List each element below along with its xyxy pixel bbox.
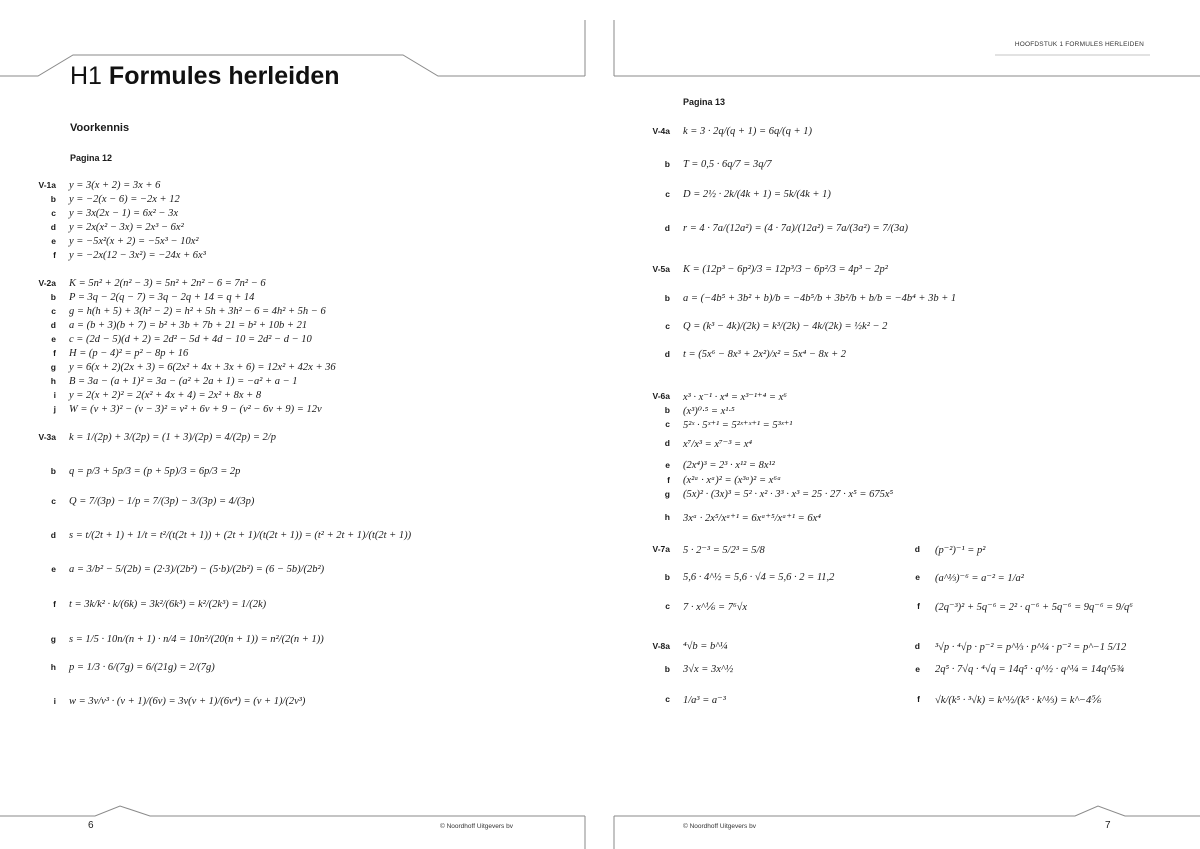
exercise-equation: 7 · x^⅙ = 7⁶√x — [683, 602, 748, 613]
exercise-equation: q = p/3 + 5p/3 = (p + 5p)/3 = 6p/3 = 2p — [69, 466, 241, 477]
exercise-label: c — [51, 496, 56, 506]
exercise-equation: (5x)² · (3x)³ = 5² · x² · 3³ · x³ = 25 · 27 · x⁵ = 675x⁵ — [683, 489, 894, 500]
exercise-equation: p = 1/3 · 6/(7g) = 6/(21g) = 2/(7g) — [69, 662, 215, 673]
exercise-label: V-2a — [38, 278, 56, 288]
exercise-equation: a = 3/b² − 5/(2b) = (2·3)/(2b²) − (5·b)/(2b²) = (6 − 5b)/(2b²) — [69, 564, 325, 575]
page-number: 6 — [88, 820, 94, 831]
exercise-label: c — [51, 208, 56, 218]
pagina-label: Pagina 12 — [70, 153, 113, 163]
exercise-label: c — [665, 419, 670, 429]
exercise-equation: s = 1/5 · 10n/(n + 1) · n/4 = 10n²/(20(n + 1)) = n²/(2(n + 1)) — [69, 634, 324, 645]
chapter-title — [70, 62, 340, 91]
exercise-equation: (a^⅓)⁻⁶ = a⁻² = 1/a² — [935, 573, 1024, 584]
copyright: © Noordhoff Uitgevers bv — [440, 823, 513, 830]
exercise-label: f — [917, 694, 920, 704]
exercise-equation: y = 3(x + 2) = 3x + 6 — [69, 180, 161, 191]
exercise-equation: w = 3v/v³ · (v + 1)/(6v) = 3v(v + 1)/(6v⁴) = (v + 1)/(2v³) — [69, 696, 306, 707]
exercise-equation: x⁷/x³ = x⁷⁻³ = x⁴ — [683, 439, 753, 450]
exercise-equation: t = (5x⁶ − 8x³ + 2x²)/x² = 5x⁴ − 8x + 2 — [683, 349, 847, 360]
exercise-label: c — [665, 321, 670, 331]
exercise-equation: y = 6(x + 2)(2x + 3) = 6(2x² + 4x + 3x + 6) = 12x² + 42x + 36 — [69, 362, 336, 373]
page-number: 7 — [1105, 820, 1111, 831]
exercise-label: f — [667, 475, 670, 485]
chapter-title-text: Formules herleiden — [108, 62, 340, 90]
exercise-equation: Q = (k³ − 4k)/(2k) = k³/(2k) − 4k/(2k) = ½k² − 2 — [683, 321, 888, 332]
right-page — [600, 0, 1200, 849]
exercise-equation: D = 2½ · 2k/(4k + 1) = 5k/(4k + 1) — [683, 189, 831, 200]
exercise-equation: y = 2x(x² − 3x) = 2x³ − 6x² — [69, 222, 184, 233]
exercise-label: d — [914, 544, 920, 554]
exercise-label: e — [51, 564, 56, 574]
exercise-equation: H = (p − 4)² = p² − 8p + 16 — [69, 348, 189, 359]
exercise-label: h — [664, 512, 670, 522]
exercise-label: V-3a — [38, 432, 56, 442]
exercise-label: g — [664, 489, 670, 499]
exercise-equation: 2q⁵ · 7√q · ⁴√q = 14q⁵ · q^½ · q^¼ = 14q^5¾ — [935, 664, 1125, 675]
exercise-label: f — [53, 250, 56, 260]
exercise-label: h — [50, 662, 56, 672]
exercise-label: c — [665, 601, 670, 611]
exercise-equation: y = 2(x + 2)² = 2(x² + 4x + 4) = 2x² + 8x + 8 — [69, 390, 262, 401]
exercise-label: V-7a — [652, 544, 670, 554]
exercise-label: b — [50, 292, 56, 302]
exercise-label: V-6a — [652, 391, 670, 401]
exercise-label: f — [53, 599, 56, 609]
exercise-equation: 3√x = 3x^½ — [683, 664, 734, 675]
exercise-equation: y = −5x²(x + 2) = −5x³ − 10x² — [69, 236, 199, 247]
exercise-label: i — [53, 696, 56, 706]
exercise-label: b — [664, 293, 670, 303]
exercise-equation: a = (−4b⁵ + 3b² + b)/b = −4b⁵/b + 3b²/b + b/b = −4b⁴ + 3b + 1 — [683, 293, 957, 304]
exercise-label: c — [51, 306, 56, 316]
exercise-label: d — [50, 222, 56, 232]
copyright: © Noordhoff Uitgevers bv — [683, 823, 756, 830]
exercise-equation: 3xᵃ · 2x⁵/xᵃ⁺¹ = 6xᵃ⁺⁵/xᵃ⁺¹ = 6x⁴ — [683, 513, 821, 524]
exercise-equation: s = t/(2t + 1) + 1/t = t²/(t(2t + 1)) + (2t + 1)/(t(2t + 1)) = (t² + 2t + 1)/(t(2t + 1)) — [69, 530, 412, 541]
exercise-label: b — [50, 466, 56, 476]
exercise-label: d — [664, 223, 670, 233]
exercise-label: h — [50, 376, 56, 386]
exercise-equation: (x²ᵃ · xᵃ)² = (x³ᵃ)² = x⁶ᵃ — [683, 475, 782, 486]
exercise-label: V-8a — [652, 641, 670, 651]
exercise-label: V-5a — [652, 264, 670, 274]
exercise-equation: T = 0,5 · 6q/7 = 3q/7 — [683, 159, 772, 170]
section-heading: Voorkennis — [70, 122, 130, 134]
exercise-equation: 1/a³ = a⁻³ — [683, 695, 726, 706]
exercise-label: b — [664, 405, 670, 415]
exercise-equation: (2q⁻³)² + 5q⁻⁶ = 2² · q⁻⁶ + 5q⁻⁶ = 9q⁻⁶ = 9/q⁶ — [935, 602, 1133, 613]
exercise-label: b — [664, 572, 670, 582]
exercise-equation: y = −2x(12 − 3x²) = −24x + 6x³ — [69, 250, 206, 261]
exercise-label: g — [50, 634, 56, 644]
exercise-label: e — [915, 664, 920, 674]
running-head: HOOFDSTUK 1 FORMULES HERLEIDEN — [1014, 41, 1144, 48]
exercise-label: d — [50, 320, 56, 330]
exercise-label: f — [917, 601, 920, 611]
exercise-equation: (p⁻²)⁻¹ = p² — [935, 545, 986, 556]
exercise-label: j — [53, 404, 56, 414]
exercise-equation: ⁴√b = b^¼ — [683, 641, 728, 652]
exercise-equation: r = 4 · 7a/(12a²) = (4 · 7a)/(12a²) = 7a/(3a²) = 7/(3a) — [683, 223, 909, 234]
exercise-equation: B = 3a − (a + 1)² = 3a − (a² + 2a + 1) = −a² + a − 1 — [69, 376, 298, 387]
exercise-label: e — [665, 460, 670, 470]
exercise-label: i — [53, 390, 56, 400]
exercise-equation: W = (v + 3)² − (v − 3)² = v² + 6v + 9 − (v² − 6v + 9) = 12v — [69, 404, 322, 415]
exercise-label: g — [50, 362, 56, 372]
exercise-label: e — [915, 572, 920, 582]
exercise-equation: √k/(k⁵ · ³√k) = k^½/(k⁵ · k^⅓) = k^−4⅚ — [935, 695, 1102, 706]
exercise-label: V-4a — [652, 126, 670, 136]
exercise-label: d — [664, 349, 670, 359]
exercise-equation: (2x⁴)³ = 2³ · x¹² = 8x¹² — [683, 460, 775, 471]
exercise-label: b — [664, 664, 670, 674]
exercise-equation: (x³)⁰·⁵ = x¹·⁵ — [683, 406, 735, 417]
chapter-number: H1 — [70, 62, 102, 90]
exercise-label: V-1a — [38, 180, 56, 190]
exercise-equation: a = (b + 3)(b + 7) = b² + 3b + 7b + 21 = b² + 10b + 21 — [69, 320, 308, 331]
exercise-equation: K = 5n² + 2(n² − 3) = 5n² + 2n² − 6 = 7n² − 6 — [69, 278, 266, 289]
exercise-label: c — [665, 694, 670, 704]
pagina-label: Pagina 13 — [683, 97, 726, 107]
exercise-equation: 5²ˣ · 5ˣ⁺¹ = 5²ˣ⁺ˣ⁺¹ = 5³ˣ⁺¹ — [683, 420, 793, 431]
exercise-label: d — [50, 530, 56, 540]
exercise-label: d — [914, 641, 920, 651]
exercise-label: e — [51, 334, 56, 344]
exercise-label: d — [664, 438, 670, 448]
exercise-equation: t = 3k/k² · k/(6k) = 3k²/(6k³) = k²/(2k³) = 1/(2k) — [69, 599, 267, 610]
exercise-equation: c = (2d − 5)(d + 2) = 2d² − 5d + 4d − 10 = 2d² − d − 10 — [69, 334, 312, 345]
exercise-equation: y = 3x(2x − 1) = 6x² − 3x — [69, 208, 179, 219]
exercise-label: c — [665, 189, 670, 199]
exercise-label: f — [53, 348, 56, 358]
exercise-equation: 5,6 · 4^½ = 5,6 · √4 = 5,6 · 2 = 11,2 — [683, 572, 835, 583]
exercise-equation: K = (12p³ − 6p²)/3 = 12p³/3 − 6p²/3 = 4p³ − 2p² — [683, 264, 888, 275]
exercise-equation: Q = 7/(3p) − 1/p = 7/(3p) − 3/(3p) = 4/(3p) — [69, 496, 255, 507]
exercise-equation: k = 3 · 2q/(q + 1) = 6q/(q + 1) — [683, 126, 812, 137]
exercise-label: b — [664, 159, 670, 169]
exercise-equation: x³ · x⁻¹ · x⁴ = x³⁻¹⁺⁴ = x⁶ — [683, 392, 787, 403]
exercise-equation: k = 1/(2p) + 3/(2p) = (1 + 3)/(2p) = 4/(2p) = 2/p — [69, 432, 276, 443]
exercise-equation: g = h(h + 5) + 3(h² − 2) = h² + 5h + 3h² − 6 = 4h² + 5h − 6 — [69, 306, 326, 317]
exercise-equation: 5 · 2⁻³ = 5/2³ = 5/8 — [683, 545, 765, 556]
exercise-equation: ³√p · ⁴√p · p⁻² = p^⅓ · p^¼ · p⁻² = p^−1 5/12 — [935, 642, 1127, 653]
exercise-equation: P = 3q − 2(q − 7) = 3q − 2q + 14 = q + 14 — [69, 292, 255, 303]
exercise-equation: y = −2(x − 6) = −2x + 12 — [69, 194, 180, 205]
exercise-label: e — [51, 236, 56, 246]
exercise-label: b — [50, 194, 56, 204]
